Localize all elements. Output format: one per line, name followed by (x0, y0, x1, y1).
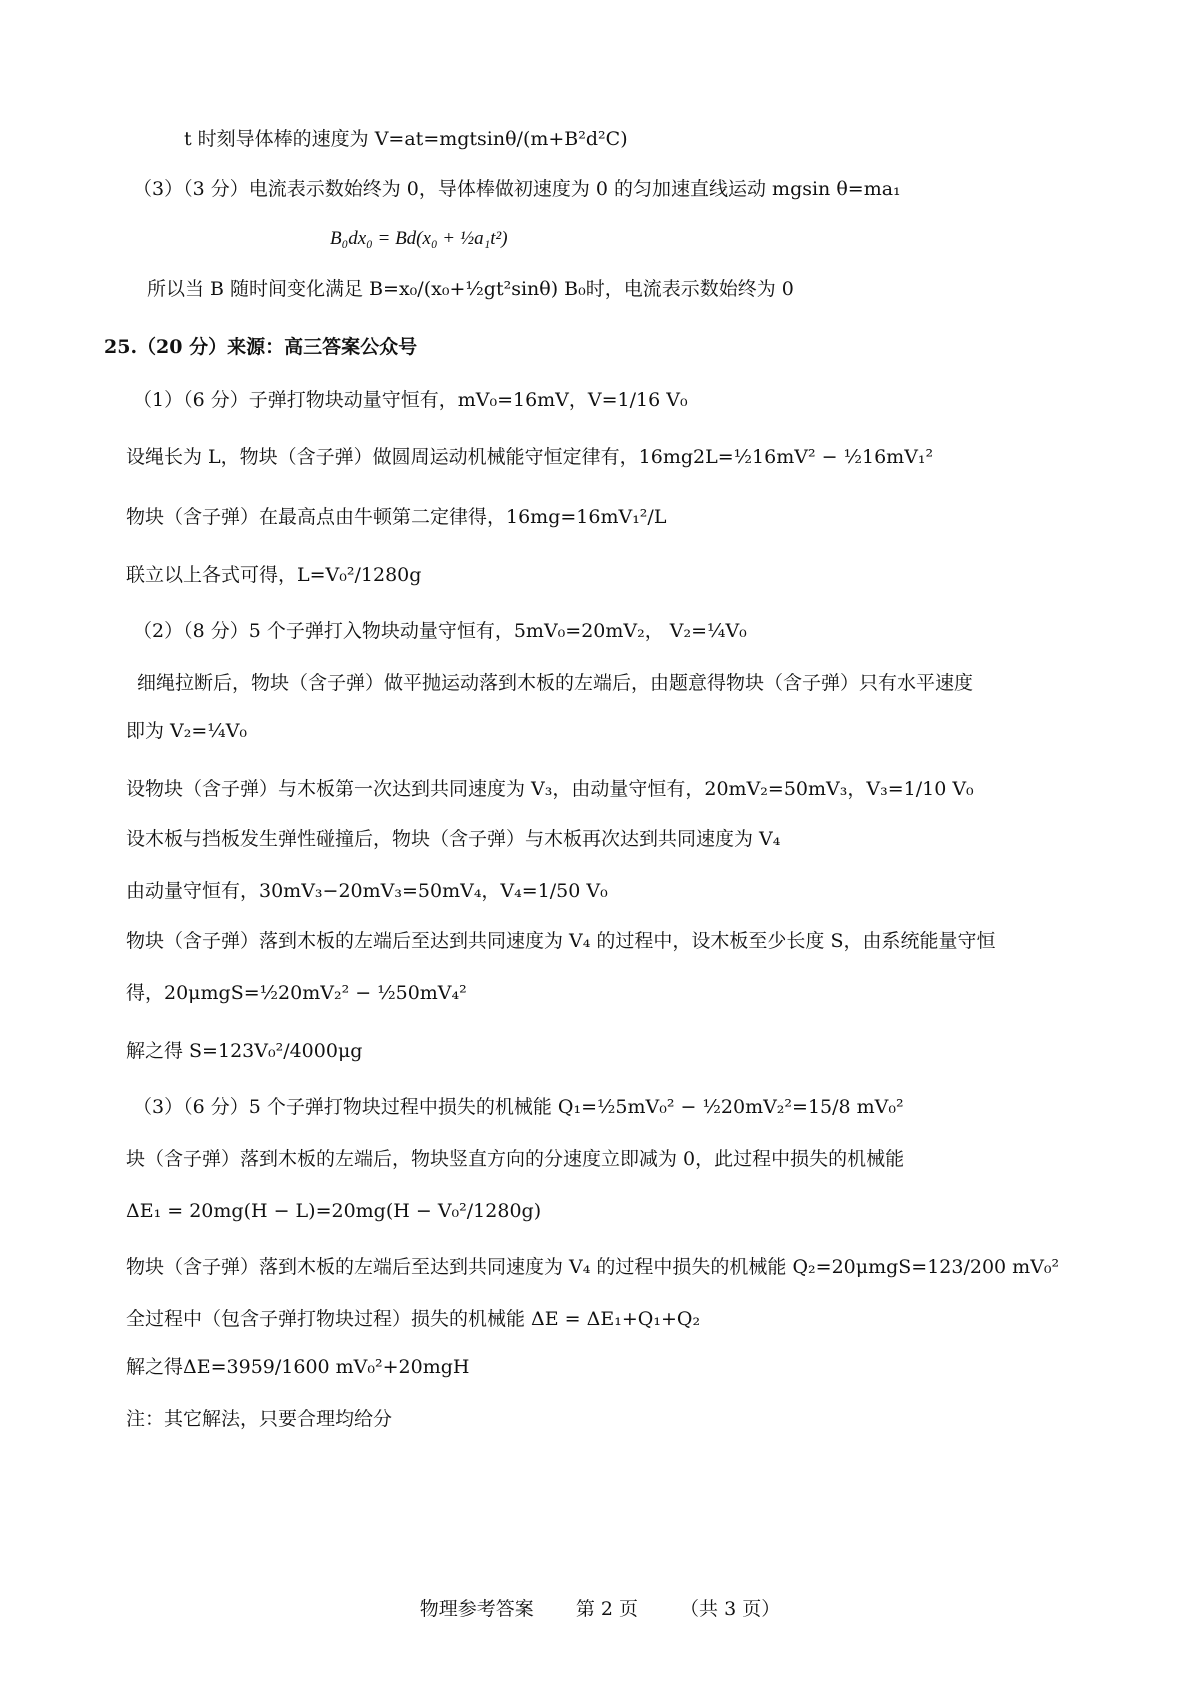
text-line-17: 得，20μmgS=½20mV₂² − ½50mV₄² (126, 982, 467, 1004)
text-line-24: 解之得ΔE=3959/1600 mV₀²+20mgH (126, 1356, 470, 1378)
text-line-25: 注：其它解法，只要合理均给分 (126, 1408, 393, 1430)
text-line-23: 全过程中（包含子弹打物块过程）损失的机械能 ΔE = ΔE₁+Q₁+Q₂ (126, 1308, 701, 1330)
footer-page-number: 第 2 页 (575, 1598, 638, 1620)
text-line-12: 即为 V₂=¼V₀ (126, 720, 248, 742)
text-line-13: 设物块（含子弹）与木板第一次达到共同速度为 V₃，由动量守恒有，20mV₂=50mV₃，V₃=1/10 V₀ (126, 778, 974, 800)
text-line-6: （1）（6 分）子弹打物块动量守恒有，mV₀=16mV，V=1/16 V₀ (133, 389, 688, 411)
text-line-9: 联立以上各式可得，L=V₀²/1280g (126, 564, 422, 586)
text-line-8: 物块（含子弹）在最高点由牛顿第二定律得，16mg=16mV₁²/L (126, 506, 667, 528)
text-line-7: 设绳长为 L，物块（含子弹）做圆周运动机械能守恒定律有，16mg2L=½16mV² − ½16mV₁² (126, 446, 934, 468)
text-line-22: 物块（含子弹）落到木板的左端后至达到共同速度为 V₄ 的过程中损失的机械能 Q₂=20μmgS=123/200 mV₀² (126, 1256, 1060, 1278)
text-line-11: 细绳拉断后，物块（含子弹）做平抛运动落到木板的左端后，由题意得物块（含子弹）只有水平速度 (137, 672, 974, 694)
text-line-4: 所以当 B 随时间变化满足 B=x₀/(x₀+½gt²sinθ) B₀时，电流表示数始终为 0 (147, 278, 794, 300)
text-line-14: 设木板与挡板发生弹性碰撞后，物块（含子弹）与木板再次达到共同速度为 V₄ (126, 828, 781, 850)
page-footer (0, 1594, 1200, 1621)
footer-title: 物理参考答案 (419, 1598, 534, 1620)
text-line-15: 由动量守恒有，30mV₃−20mV₃=50mV₄，V₄=1/50 V₀ (126, 880, 608, 902)
footer-total-pages: （共 3 页） (680, 1598, 781, 1620)
text-line-16: 物块（含子弹）落到木板的左端后至达到共同速度为 V₄ 的过程中，设木板至少长度 S，由系统能量守恒 (126, 930, 996, 952)
question-heading-25: 25.（20 分）来源：高三答案公众号 (104, 336, 418, 358)
text-line-1: t 时刻导体棒的速度为 V=at=mgtsinθ/(m+B²d²C) (184, 128, 628, 150)
text-line-19: （3）（6 分）5 个子弹打物块过程中损失的机械能 Q₁=½5mV₀² − ½20mV₂²=15/8 mV₀² (133, 1096, 904, 1118)
text-line-10: （2）（8 分）5 个子弹打入物块动量守恒有，5mV₀=20mV₂， V₂=¼V₀ (133, 620, 747, 642)
text-line-20: 块（含子弹）落到木板的左端后，物块竖直方向的分速度立即减为 0，此过程中损失的机械能 (126, 1148, 905, 1170)
equation-line-3: B₀dx₀ = Bd(x₀ + ½a₁t²) (330, 228, 508, 249)
text-line-18: 解之得 S=123V₀²/4000μg (126, 1040, 363, 1062)
text-line-21: ΔE₁ = 20mg(H − L)=20mg(H − V₀²/1280g) (126, 1200, 542, 1222)
text-line-2: （3）（3 分）电流表示数始终为 0，导体棒做初速度为 0 的匀加速直线运动 mgsin θ=ma₁ (133, 178, 901, 200)
